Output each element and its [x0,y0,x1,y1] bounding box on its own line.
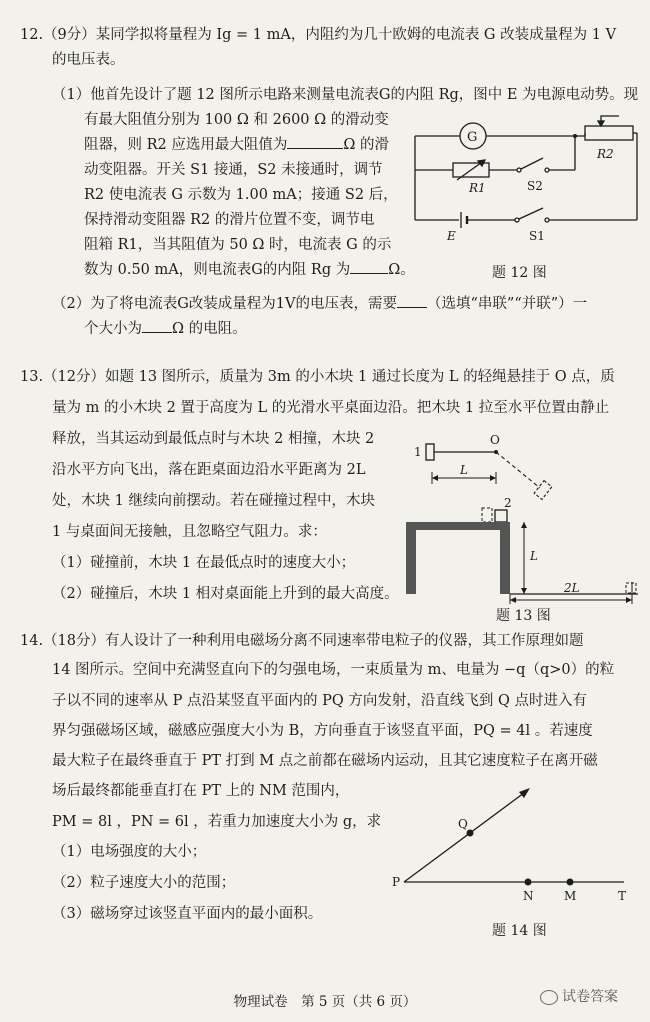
q13-line-5: 处，木块 1 继续向前摆动。若在碰撞过程中，木块 [52,493,375,509]
block-2-landed-dashed [626,583,636,593]
label-2l: 2L [564,581,580,595]
q12-line-11 [52,293,587,315]
q14-line-4: 界匀强磁场区域，磁感应强度大小为 B，方向垂直于该竖直平面，PQ = 4l 。若速度 [52,723,593,739]
table-leg-left [406,530,416,594]
answer-blank-rg[interactable] [350,259,388,274]
q12-line-7: R2 使电流表 G 示数为 1.00 mA；接通 S2 后， [84,187,398,203]
q14-line-5: 最大粒子在最终垂直于 PT 打到 M 点之前都在磁场内运动，且其它速度粒子在离开磁 [52,753,598,769]
block-1 [426,444,434,460]
label-t: T [618,889,627,903]
label-r1: R1 [469,181,486,195]
label-s1: S1 [529,229,545,243]
answer-blank-resistor[interactable] [142,318,172,333]
q12-line-12 [84,318,247,340]
s2-switch-blade [521,158,543,169]
r2-rheostat-symbol [585,126,633,140]
label-n: N [523,889,534,903]
label-o: O [490,433,500,447]
field-diagram-fig14 [388,780,638,905]
q12-line-4: 有最大阻值分别为 100 Ω 和 2600 Ω 的滑动变 [84,112,389,128]
block-1-dashed [534,481,552,500]
s2-switch-pivot [517,168,521,172]
label-block-1: 1 [414,445,422,459]
q14-line-6: 场后最终都能垂直打在 PT 上的 NM 范围内， [52,783,350,799]
label-block-2: 2 [504,496,512,510]
q13-line-2: 量为 m 的小木块 2 置于高度为 L 的光滑水平桌面边沿。把木块 1 拉至水平位置由静止 [52,400,610,416]
answer-blank-connection[interactable] [397,293,427,308]
s1-switch-blade [519,208,543,219]
q12-line-3: （1）他首先设计了题 12 图所示电路来测量电流表G的内阻 Rg，图中 E 为电源电动势。现 [52,87,639,103]
block-1-bottom-dashed [482,508,492,522]
fig12-caption: 题 12 图 [492,265,547,281]
fig13-caption: 题 13 图 [496,608,551,624]
q12-line-12-tail: Ω 的电阻。 [172,321,247,337]
q12-line-5 [84,134,389,156]
q13-line-1: 13.（12分）如题 13 图所示，质量为 3m 的小木块 1 通过长度为 L 的轻绳悬挂于 O 点，质 [20,369,615,385]
pq-arrowhead [519,788,530,798]
label-e: E [447,229,456,243]
q14-line-9: （2）粒子速度大小的范围； [52,875,236,891]
q12-line-12-text: 个大小为 [84,321,142,337]
q14-line-3: 子以不同的速率从 P 点沿某竖直平面内的 PQ 方向发射，沿直线飞到 Q 点时进入有 [52,693,587,709]
label-r2: R2 [597,147,614,161]
point-m [567,879,574,886]
pendulum-diagram-fig13 [400,432,644,604]
q13-line-6: 1 与桌面间无接触，且忽略空气阻力。求： [52,524,327,540]
q14-line-2: 14 图所示。空间中充满竖直向下的匀强电场，一束质量为 m、电量为 −q（q>0）的粒 [52,662,615,678]
label-l-top: L [460,463,468,477]
q13-line-8: （2）碰撞后，木块 1 相对桌面能上升到的最大高度。 [52,586,399,602]
table-top [406,522,510,530]
q13-line-7: （1）碰撞前，木块 1 在最低点时的速度大小； [52,555,356,571]
wechat-icon [540,990,558,1005]
fig14-caption: 题 14 图 [492,923,547,939]
q12-line-10-tail: Ω。 [388,262,415,278]
q12-line-10 [84,259,415,281]
q12-line-5-text: 阻器，则 R2 应选用最大阻值为 [84,137,288,153]
watermark-text: 试卷答案 [562,989,618,1005]
q12-line-6: 动变阻器。开关 S1 接通，S2 未接通时，调节 [84,162,383,178]
s1-switch-pivot [515,218,519,222]
point-n [525,879,532,886]
watermark [540,986,618,1006]
answer-blank-r2[interactable] [287,134,343,149]
label-s2: S2 [527,179,543,193]
q12-line-11-text: （2）为了将电流表G改装成量程为1V的电压表，需要 [52,296,398,312]
q12-line-8: 保持滑动变阻器 R2 的滑片位置不变，调节电 [84,212,375,228]
q12-line-2: 的电压表。 [52,52,125,68]
q14-line-8: （1）电场强度的大小； [52,844,207,860]
q12-line-9: 阻箱 R1，当其阻值为 50 Ω 时，电流表 G 的示 [84,237,392,253]
table-leg-right [500,530,510,594]
pq-line [404,790,528,882]
q12-line-1: 12.（9分）某同学拟将量程为 Ig = 1 mA，内阻约为几十欧姆的电流表 G 改装成量程为 1 V [20,27,617,43]
label-m: M [564,889,577,903]
label-q: Q [458,817,468,831]
block-2 [495,510,507,522]
q12-line-10-text: 数为 0.50 mA，则电流表G的内阻 Rg 为 [84,262,351,278]
q13-line-4: 沿水平方向飞出，落在距桌面边沿水平距离为 2L [52,462,366,478]
q14-line-7: PM = 8l ，PN = 6l ，若重力加速度大小为 g，求 [52,814,382,830]
label-l-side: L [530,549,538,563]
q12-line-5-tail: Ω 的滑 [343,137,390,153]
q14-line-1: 14.（18分）有人设计了一种利用电磁场分离不同速率带电粒子的仪器，其工作原理如题 [20,633,584,649]
circuit-diagram-fig12 [405,112,645,252]
label-p: P [392,875,401,889]
q12-line-11-tail: （选填“串联”“并联”）一 [427,296,588,312]
page-footer: 物理试卷 第 5 页（共 6 页） [233,994,417,1010]
rope-swing-dashed [496,452,540,488]
q14-line-10: （3）磁场穿过该竖直平面内的最小面积。 [52,906,323,922]
label-g: G [467,130,478,145]
q13-line-3: 释放，当其运动到最低点时与木块 2 相撞，木块 2 [52,431,375,447]
